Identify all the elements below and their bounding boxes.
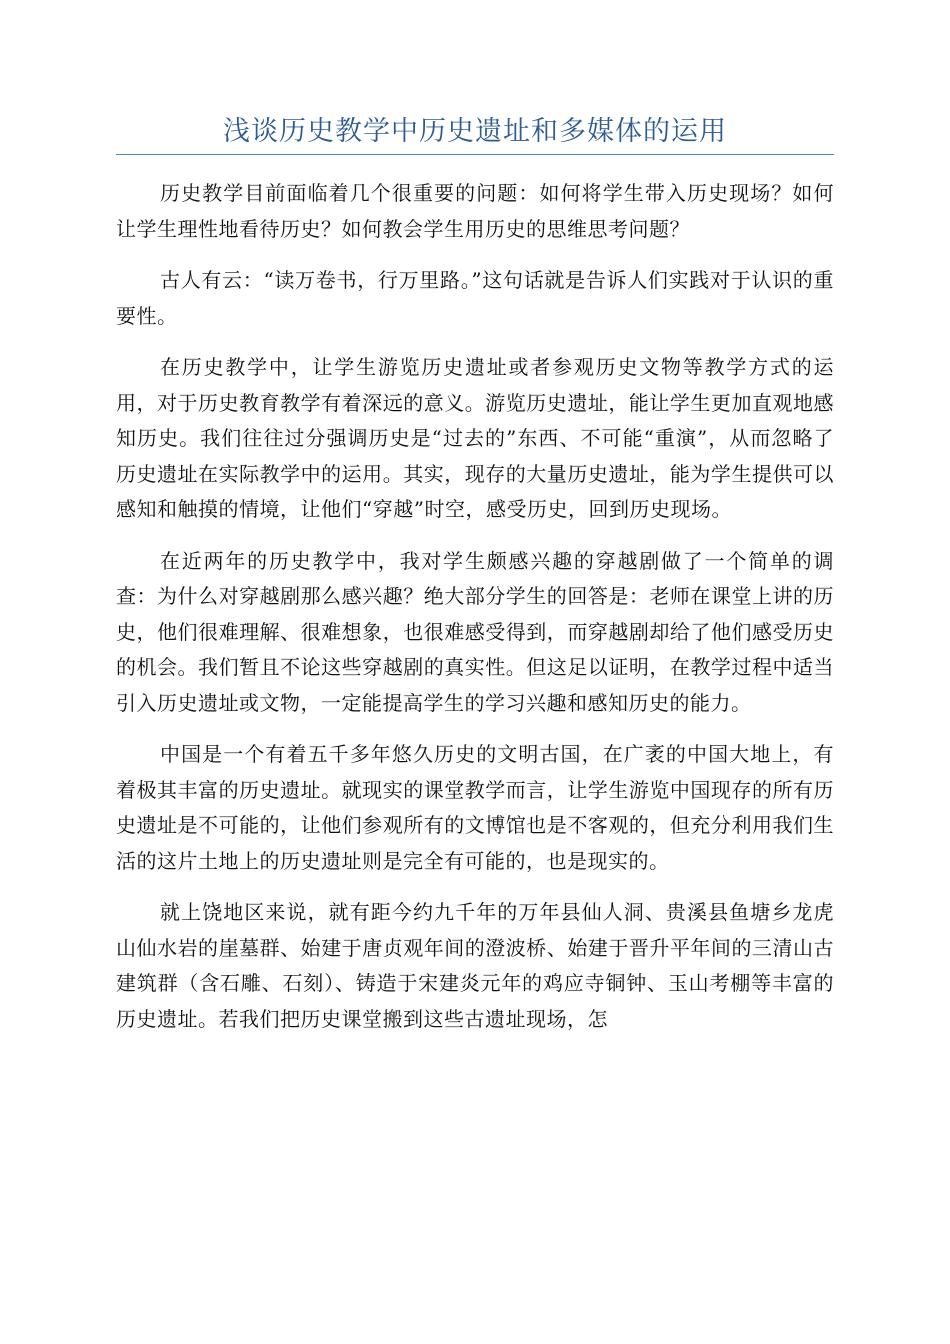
document-body bbox=[116, 176, 834, 1053]
paragraph-1: 历史教学目前面临着几个很重要的问题：如何将学生带入历史现场？如何让学生理性地看待历史？如何教会学生用历史的思维思考问题？ bbox=[116, 181, 834, 241]
paragraph-2: 古人有云：“读万卷书，行万里路。”这句话就是告诉人们实践对于认识的重要性。 bbox=[116, 268, 834, 328]
paragraph-3: 在历史教学中，让学生游览历史遗址或者参观历史文物等教学方式的运用，对于历史教育教学有着深远的意义。游览历史遗址，能让学生更加直观地感知历史。我们往往过分强调历史是“过去的”东西、不可能“重演”，从而忽略了历史遗址在实际教学中的运用。其实，现存的大量历史遗址，能为学生提供可以感知和触摸的情境，让他们“穿越”时空，感受历史，回到历史现场。 bbox=[116, 355, 834, 521]
paragraph-5: 中国是一个有着五千多年悠久历史的文明古国，在广袤的中国大地上，有着极其丰富的历史遗址。就现实的课堂教学而言，让学生游览中国现存的所有历史遗址是不可能的，让他们参观所有的文博馆也是不客观的，但充分利用我们生活的这片土地上的历史遗址则是完全有可能的，也是现实的。 bbox=[116, 742, 834, 873]
paragraph-4: 在近两年的历史教学中，我对学生颇感兴趣的穿越剧做了一个简单的调查：为什么对穿越剧那么感兴趣？绝大部分学生的回答是：老师在课堂上讲的历史，他们很难理解、很难想象，也很难感受得到，而穿越剧却给了他们感受历史的机会。我们暂且不论这些穿越剧的真实性。但这足以证明，在教学过程中适当引入历史遗址或文物，一定能提高学生的学习兴趣和感知历史的能力。 bbox=[116, 548, 834, 715]
document-title: 浅谈历史教学中历史遗址和多媒体的运用 bbox=[223, 116, 727, 147]
paragraph-6: 就上饶地区来说，就有距今约九千年的万年县仙人洞、贵溪县鱼塘乡龙虎山仙水岩的崖墓群、始建于唐贞观年间的澄波桥、始建于晋升平年间的三清山古建筑群（含石雕、石刻）、铸造于宋建炎元年的鸡应寺铜钟、玉山考棚等丰富的历史遗址。若我们把历史课堂搬到这些古遗址现场，怎 bbox=[116, 900, 834, 1031]
title-underline bbox=[116, 154, 834, 155]
